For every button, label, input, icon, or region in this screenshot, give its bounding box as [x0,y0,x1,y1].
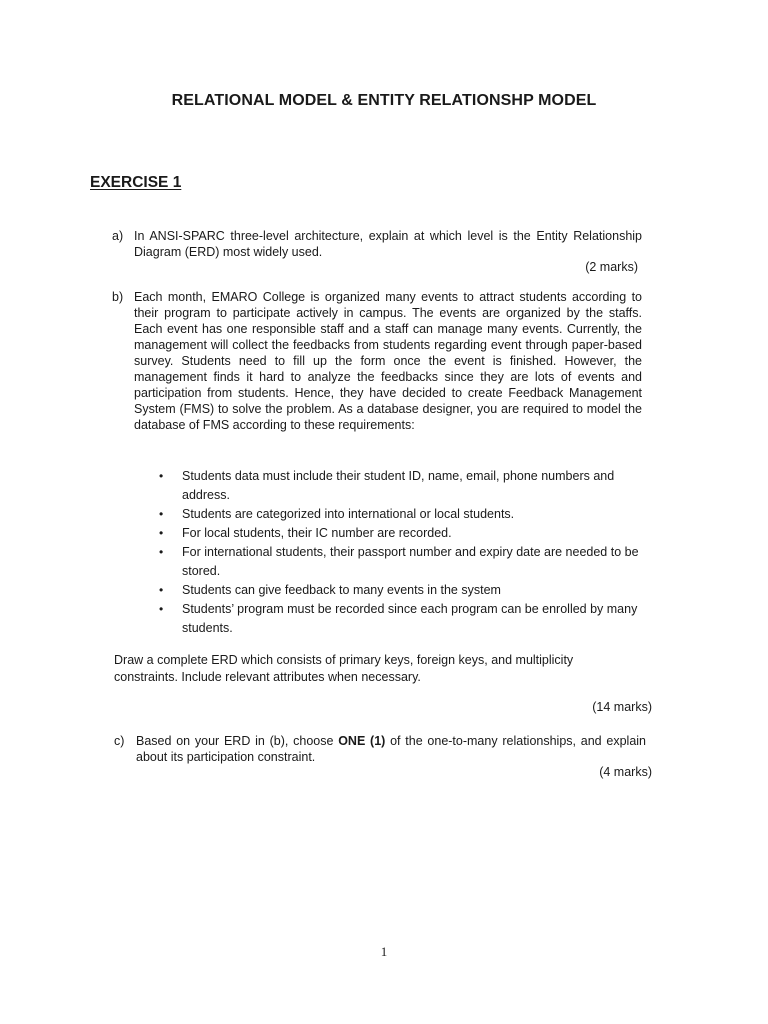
question-a-label: a) [112,229,124,243]
requirement-text: Students’ program must be recorded since each program can be enrolled by many students. [182,602,638,635]
question-c-label: c) [114,734,125,748]
requirement-text: For local students, their IC number are recorded. [182,526,452,540]
requirement-text: Students can give feedback to many events in the system [182,583,501,597]
question-a-text: In ANSI-SPARC three-level architecture, explain at which level is the Entity Relationship Diagram (ERD) most widely used. [134,229,642,259]
requirement-text: Students are categorized into international or local students. [182,507,515,521]
question-c-text [136,733,646,765]
list-item [156,581,654,600]
page-number: 1 [380,944,388,959]
bullet-icon: • [159,469,164,483]
document-title: RELATIONAL MODEL & ENTITY RELATIONSHP MODEL [171,92,597,109]
requirement-text: Students data must include their student ID, name, email, phone numbers and address. [182,469,615,502]
bullet-icon: • [159,602,164,616]
question-b-marks: (14 marks) [592,700,652,714]
list-item [156,467,654,505]
question-b-text: Each month, EMARO College is organized many events to attract students according to their program to participate actively in campus. The events are organized by the staffs. Each event has one responsible staff and a staff can manage many events. Currently, the management will collect the feedbacks from students regarding event through paper-based survey. Students need to fill up the form once the event is finished. However, the management finds it hard to analyze the feedbacks since they are lots of events and participation from students. Hence, they have decided to create Feedback Management System (FMS) to solve the problem. As a database designer, you are required to model the database of FMS according to these requirements: [134,290,642,432]
question-b-label: b) [112,290,124,304]
exercise-heading: EXERCISE 1 [90,174,182,191]
question-b-instruction: Draw a complete ERD which consists of primary keys, foreign keys, and multiplicity constraints. Include relevant attributes when necessary. [114,653,574,684]
question-a-marks: (2 marks) [585,260,638,274]
list-item [156,505,654,524]
requirements-list [156,467,654,638]
question-b [112,289,642,432]
bullet-icon: • [159,545,164,559]
question-c-marks: (4 marks) [599,765,652,779]
bullet-icon: • [159,507,164,521]
requirement-text: For international students, their passport number and expiry date are needed to be stored. [182,545,639,578]
question-c-emphasis: ONE (1) [338,734,386,748]
question-a [112,228,642,262]
list-item [156,543,654,581]
bullet-icon: • [159,583,164,597]
question-c-text-after: of the one-to-many relationships, and explain about its participation constraint. [136,734,646,764]
question-c-text-before: Based on your ERD in (b), choose [136,734,339,748]
question-c [114,733,646,767]
bullet-icon: • [159,526,164,540]
list-item [156,524,654,543]
list-item [156,600,654,638]
